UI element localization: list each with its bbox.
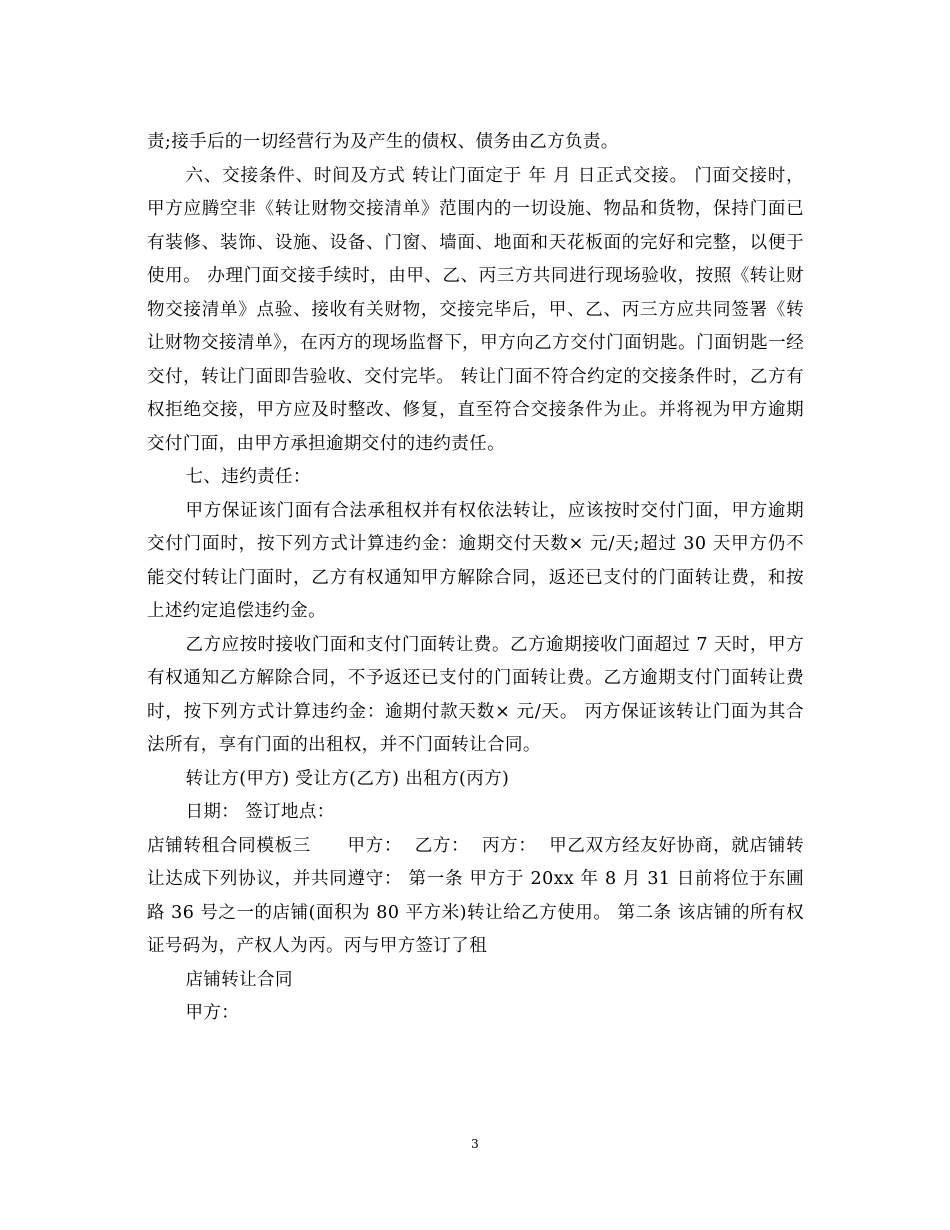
signature-parties: 转让方(甲方) 受让方(乙方) 出租方(丙方) <box>185 768 510 789</box>
page-number: 3 <box>471 1137 479 1151</box>
paragraph-handover-terms: 六、交接条件、时间及方式 转让门面定于 年 月 日正式交接。 门面交接时，甲方应腾空非《转让财物交接清单》范围内的一切设施、物品和货物，保持门面已有装修、装饰、设施、设备、门窗、墙面、地面和天花板面的完好和完整，以便于使用。 办理门面交接手续时，由甲、乙、丙三方共同进行现场验收，按照《转让财物交接清单》点验、接收有关财物，交接完毕后，甲、乙、丙三方应共同签署《转让财物交接清单》，在丙方的现场监督下，甲方向乙方交付门面钥匙。门面钥匙一经交付，转让门面即告验收、交付完毕。 转让门面不符合约定的交接条件时，乙方有权拒绝交接，甲方应及时整改、修复，直至符合交接条件为止。并将视为甲方逾期交付门面，由甲方承担逾期交付的违约责任。 <box>147 165 804 454</box>
party-a-label: 甲方： <box>185 1003 240 1023</box>
paragraph-party-b-liability: 乙方应按时接收门面和支付门面转让费。乙方逾期接收门面超过 7 天时，甲方有权通知乙方解除合同，不予返还已支付的门面转让费。乙方逾期支付门面转让费时，按下列方式计算违约金：逾期付款天数× 元/天。 丙方保证该转让门面为其合法所有，享有门面的出租权，并不门面转让合同。 <box>147 634 804 755</box>
paragraph-party-a-liability: 甲方保证该门面有合法承租权并有权依法转让，应该按时交付门面，甲方逾期交付门面时，按下列方式计算违约金：逾期交付天数× 元/天;超过 30 天甲方仍不能交付转让门面时，乙方有权通知甲方解除合同，返还已支付的门面转让费，和按上述约定追偿违约金。 <box>147 500 804 621</box>
contract-title: 店铺转让合同 <box>185 969 293 990</box>
paragraph-1: 责;接手后的一切经营行为及产生的债权、债务由乙方负责。 <box>147 132 619 152</box>
paragraph-template-three: 店铺转租合同模板三 甲方： 乙方： 丙方： 甲乙双方经友好协商，就店铺转让达成下列协议，并共同遵守： 第一条 甲方于 20xx 年 8 月 31 日前将位于东圃路 36 号之一的店铺(面积为 80 平方米)转让给乙方使用。 第二条 该店铺的所有权证号码为，产权人为丙。丙与甲方签订了租 <box>147 835 804 956</box>
date-and-place: 日期： 签订地点： <box>185 802 335 822</box>
document-body <box>147 126 804 1031</box>
section-heading-liability: 七、违约责任： <box>185 467 311 487</box>
